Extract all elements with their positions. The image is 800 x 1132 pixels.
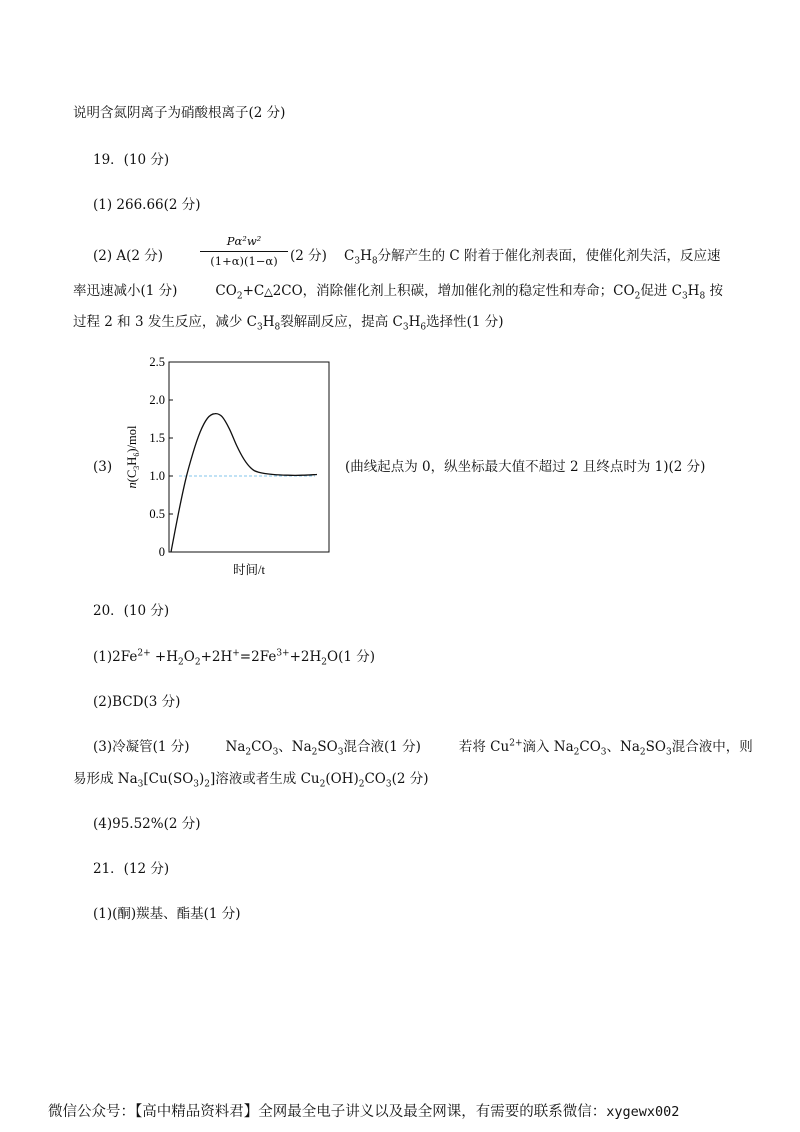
q19-part3-note: (曲线起点为 0，纵坐标最大值不超过 2 且终点时为 1)(2 分) <box>345 459 706 475</box>
y-axis-label: $n(C_3H_6)$/mol <box>125 425 141 489</box>
q20-part3-line2: 易形成 $Na_3[Cu(SO_3)_2]$溶液或者生成 $Cu_2(OH)_2CO_3(2$ 分) <box>73 771 429 790</box>
c3h6-time-chart <box>118 352 338 584</box>
q21-heading: 21．(12 分) <box>93 861 170 877</box>
q19-part2-line2: 率迅速减小(1 分) $CO_2+C\triangle 2CO$，消除催化剂上积碳，增加催化剂的稳定性和寿命；$CO_2$促进 $C_3H_8$ 按 <box>73 283 723 302</box>
q19-part2-explain: $C_3H_8$分解产生的 C 附着于催化剂表面，使催化剂失活，反应速 <box>344 248 721 267</box>
q19-part3-label: (3) <box>93 459 113 475</box>
q19-fraction <box>200 234 288 268</box>
chart-frame <box>169 362 329 552</box>
q21-part1: (1)(酮)羰基、酯基(1 分) <box>93 906 241 922</box>
q19-part2-answer: (2) A(2 分) <box>93 248 164 264</box>
q19-part1: (1) 266.66(2 分) <box>93 197 201 213</box>
q19-part2-line3: 过程 2 和 3 发生反应，减少 $C_3H_8$裂解副反应，提高 $C_3H_6$选择性(1 分) <box>73 314 504 333</box>
q20-part1: $(1)2Fe^{2+} +H_2O_2+2H^+=2Fe^{3+}+2H_2O(1$ 分) <box>93 648 376 668</box>
q20-part3-line1: (3)冷凝管(1 分) $Na_2CO_3$、$Na_2SO_3$混合液(1 分) 若将 $Cu^{2+}$滴入 $Na_2CO_3$、$Na_2SO_3$混合液中，则 <box>93 738 753 758</box>
q20-part4: (4)95.52%(2 分) <box>93 816 201 832</box>
wechat-id: xygewx002 <box>606 1104 680 1120</box>
y-tick-label-4: 2.0 <box>149 393 165 407</box>
series-curve <box>171 414 317 552</box>
q19-heading: 19．(10 分) <box>93 152 170 168</box>
x-axis-label: 时间/t <box>233 563 265 577</box>
q20-heading: 20．(10 分) <box>93 603 170 619</box>
y-tick-label-2: 1.0 <box>149 469 165 483</box>
q20-part2: (2)BCD(3 分) <box>93 694 181 710</box>
text-line-nitrate: 说明含氮阴离子为硝酸根离子(2 分) <box>73 105 286 121</box>
y-tick-label-1: 0.5 <box>149 507 165 521</box>
fraction-bar <box>200 251 288 252</box>
fraction-denominator: (1+α)(1−α) <box>210 254 278 268</box>
y-tick-label-3: 1.5 <box>149 431 165 445</box>
q19-part2-score: (2 分) <box>290 248 327 264</box>
fraction-numerator: Pα²w² <box>226 234 262 248</box>
y-tick-label-5: 2.5 <box>149 355 165 369</box>
footer-wechat-note: 微信公众号：【高中精品资料君】全网最全电子讲义以及最全网课，有需要的联系微信：xygewx002 <box>48 1104 680 1120</box>
y-tick-label-0: 0 <box>158 545 165 559</box>
